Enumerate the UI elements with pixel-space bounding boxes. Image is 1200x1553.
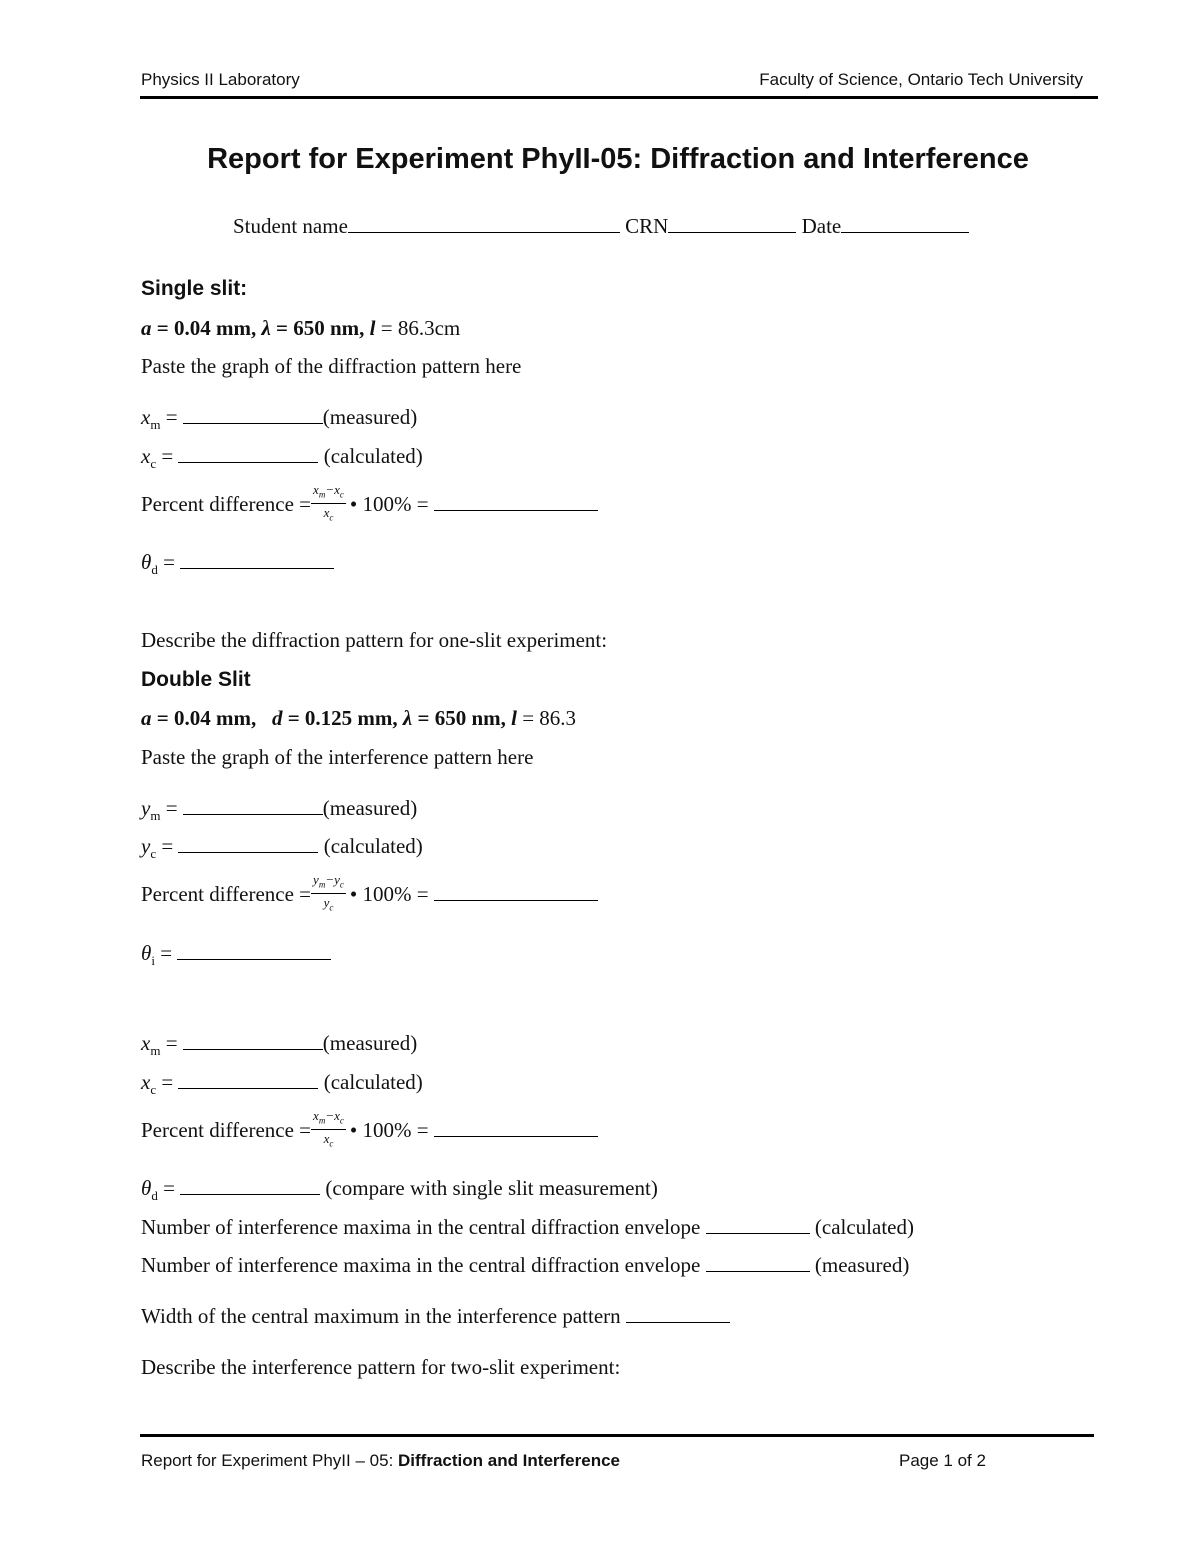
theta-d-subscript: d (151, 1188, 158, 1204)
theta-d-blank[interactable] (180, 1176, 320, 1195)
param-d-symbol: d (271, 706, 283, 730)
theta-i-symbol: θ (141, 941, 152, 965)
double-y-percent-row (141, 874, 598, 918)
param-a-symbol: a (141, 316, 152, 340)
percent-tail: • 100% = (349, 1117, 429, 1142)
param-lambda-value: = 650 nm, (270, 316, 370, 340)
param-a-value: = 0.04 mm, (151, 706, 262, 730)
frac-den: x (323, 504, 330, 520)
single-percent-row (141, 484, 598, 528)
double-x-percent-row (141, 1110, 598, 1154)
xc-symbol: x (141, 1070, 151, 1094)
maxima-measured-row (141, 1253, 909, 1278)
maxima-measured-blank[interactable] (706, 1253, 810, 1272)
param-a-symbol: a (141, 706, 152, 730)
double-theta-d-row: $\theta_d$ = (compare with single slit measurement) (141, 1176, 658, 1204)
double-xm-row: $x_m$ = (measured) (141, 1031, 418, 1059)
frac-num-b-sub: c (339, 489, 344, 500)
frac-num-a: x (313, 1108, 319, 1123)
param-d-value: = 0.125 mm, (282, 706, 403, 730)
frac-den-sub: c (329, 902, 334, 913)
percent-fraction (311, 482, 346, 526)
param-lambda-symbol: λ (261, 316, 271, 340)
frac-num-b: y (334, 872, 340, 887)
single-slit-paste-instruction: Paste the graph of the diffraction pattern here (141, 354, 522, 378)
frac-num-a-sub: m (318, 489, 326, 500)
maxima-measured-tail: (measured) (814, 1253, 910, 1277)
frac-den-sub: c (329, 1138, 334, 1149)
ym-tail: (measured) (322, 796, 418, 820)
frac-num-a: x (313, 482, 319, 497)
param-lambda-value: = 650 nm, (412, 706, 512, 730)
theta-d-symbol: θ (141, 1176, 152, 1200)
xm-symbol: x (141, 405, 151, 429)
header-rule (140, 96, 1098, 99)
percent-tail: • 100% = (349, 881, 429, 906)
frac-num-op: − (325, 1108, 335, 1123)
xm-symbol: x (141, 1031, 151, 1055)
student-name-blank[interactable] (348, 214, 620, 233)
percent-label: Percent difference = (141, 491, 312, 516)
param-l-symbol: l (369, 316, 376, 340)
maxima-label: Number of interference maxima in the central diffraction envelope (141, 1215, 701, 1239)
double-describe: Describe the interference pattern for two-slit experiment: (141, 1355, 621, 1379)
xc-blank[interactable] (178, 444, 318, 463)
xc-tail: (calculated) (323, 444, 423, 468)
percent-blank[interactable] (434, 492, 598, 511)
yc-subscript: c (150, 846, 157, 862)
xm-blank[interactable] (183, 405, 323, 424)
yc-symbol: y (141, 834, 151, 858)
header-right: Faculty of Science, Ontario Tech University (759, 70, 1083, 89)
percent-tail: • 100% = (349, 491, 429, 516)
xc-blank[interactable] (178, 1070, 318, 1089)
percent-label: Percent difference = (141, 1117, 312, 1142)
param-a-value: = 0.04 mm, (151, 316, 262, 340)
xm-tail: (measured) (322, 405, 418, 429)
single-xc-row: $x_c$ = (calculated) (141, 444, 423, 472)
xc-symbol: x (141, 444, 151, 468)
double-xc-row: $x_c$ = (calculated) (141, 1070, 423, 1098)
xm-subscript: m (150, 1043, 161, 1059)
frac-num-a-sub: m (318, 879, 326, 890)
frac-num-b: x (334, 1108, 340, 1123)
param-l-value: = 86.3 (516, 706, 577, 730)
double-slit-params (141, 706, 576, 731)
ym-subscript: m (150, 808, 161, 824)
frac-num-b-sub: c (339, 879, 344, 890)
frac-num-b-sub: c (339, 1115, 344, 1126)
crn-label: CRN (625, 214, 669, 238)
maxima-calculated-tail: (calculated) (814, 1215, 914, 1239)
single-theta-row: $\theta_d$ = (141, 550, 334, 578)
maxima-calculated-blank[interactable] (706, 1215, 810, 1234)
theta-d-symbol: θ (141, 550, 152, 574)
footer-left (141, 1451, 620, 1471)
frac-num-a: y (313, 872, 319, 887)
xm-blank[interactable] (183, 1031, 323, 1050)
yc-blank[interactable] (178, 834, 318, 853)
double-slit-heading: Double Slit (141, 668, 251, 691)
single-xm-row: $x_m$ = (measured) (141, 405, 418, 433)
param-l-symbol: l (511, 706, 517, 730)
header-left: Physics II Laboratory (141, 70, 300, 89)
percent-label: Percent difference = (141, 881, 312, 906)
frac-num-op: − (325, 482, 335, 497)
footer-page-number: Page 1 of 2 (899, 1451, 986, 1470)
xm-subscript: m (150, 417, 161, 433)
double-yc-row: $y_c$ = (calculated) (141, 834, 423, 862)
theta-d-subscript: d (151, 562, 158, 578)
param-l-value: = 86.3cm (375, 316, 461, 340)
double-ym-row: $y_m$ = (measured) (141, 796, 418, 824)
param-lambda-symbol: λ (402, 706, 413, 730)
yc-tail: (calculated) (323, 834, 423, 858)
xm-tail: (measured) (322, 1031, 418, 1055)
ym-symbol: y (141, 796, 151, 820)
frac-den: x (323, 1130, 330, 1146)
double-slit-paste-instruction: Paste the graph of the interference pattern here (141, 745, 534, 769)
date-blank[interactable] (841, 214, 969, 233)
theta-i-subscript: i (151, 953, 155, 969)
student-info-line (233, 214, 969, 239)
footer-rule (140, 1434, 1094, 1437)
xc-subscript: c (150, 456, 157, 472)
percent-fraction-y (311, 872, 346, 916)
maxima-calculated-row (141, 1215, 914, 1240)
frac-num-a-sub: m (318, 1115, 326, 1126)
central-width-blank[interactable] (626, 1304, 730, 1323)
ym-blank[interactable] (183, 796, 323, 815)
central-width-label: Width of the central maximum in the interference pattern (141, 1304, 621, 1328)
single-describe: Describe the diffraction pattern for one-slit experiment: (141, 628, 608, 652)
percent-blank-x[interactable] (434, 1118, 598, 1137)
footer-left-bold: Diffraction and Interference (398, 1451, 621, 1470)
single-slit-heading: Single slit: (141, 277, 248, 300)
frac-num-op: − (325, 872, 335, 887)
central-width-row (141, 1304, 730, 1329)
xc-subscript: c (150, 1082, 157, 1098)
crn-blank[interactable] (668, 214, 796, 233)
theta-d-blank[interactable] (180, 550, 334, 569)
student-name-label: Student name (233, 214, 348, 238)
frac-den-sub: c (329, 512, 334, 523)
page-title: Report for Experiment PhyII-05: Diffraction and Interference (207, 143, 1029, 175)
xc-tail: (calculated) (323, 1070, 423, 1094)
footer-left-plain: Report for Experiment PhyII – 05: (141, 1451, 399, 1470)
percent-blank-y[interactable] (434, 882, 598, 901)
theta-d-tail: (compare with single slit measurement) (325, 1176, 658, 1200)
maxima-label: Number of interference maxima in the central diffraction envelope (141, 1253, 701, 1277)
theta-i-blank[interactable] (177, 941, 331, 960)
date-label: Date (801, 214, 842, 238)
frac-num-b: x (334, 482, 340, 497)
frac-den: y (323, 894, 330, 910)
percent-fraction-x (311, 1108, 346, 1152)
single-slit-params (141, 316, 460, 341)
double-theta-i-row: $\theta_i$ = (141, 941, 331, 969)
